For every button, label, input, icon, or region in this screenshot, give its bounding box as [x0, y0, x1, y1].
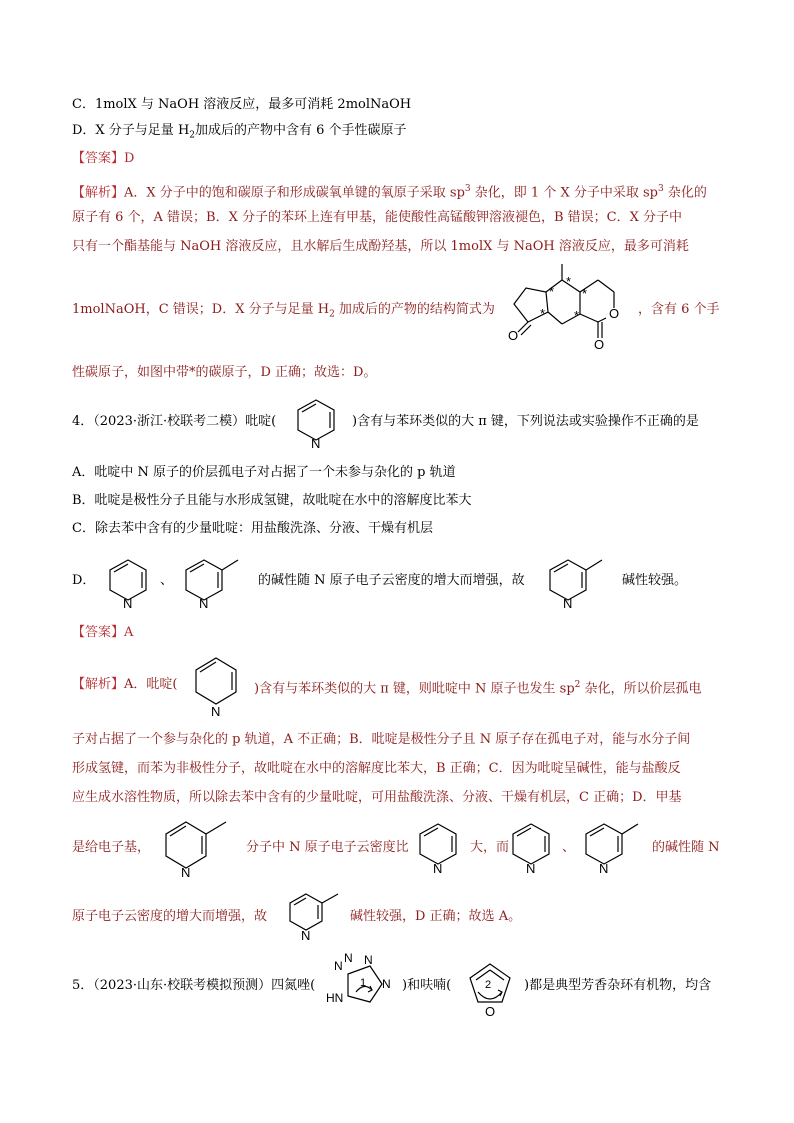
- svg-text:N: N: [344, 952, 353, 965]
- pyridine-icon: [288, 398, 344, 450]
- tetrazole-icon: [326, 952, 402, 1020]
- q3-option-d: D．X 分子与足量 $H_2$加成后的产物中含有 6 个手性碳原子: [72, 123, 407, 141]
- q4-option-a: A．吡啶中 N 原子的价层孤电子对占据了一个未参与杂化的 p 轨道: [72, 465, 456, 480]
- q4-answer: 【答案】A: [72, 625, 134, 640]
- chiral-mark: *: [566, 274, 572, 289]
- q4-option-d-prefix: D．: [72, 573, 96, 588]
- svg-text:N: N: [199, 596, 209, 610]
- methylpyridine-icon: [578, 820, 648, 876]
- q4-explanation-line4: 应生成水溶性物质，所以除去苯中含有的少量吡啶，可用盐酸洗涤、分液、干燥有机层，C 正确；D．甲基: [72, 790, 682, 805]
- svg-text:N: N: [123, 596, 133, 610]
- q4-explanation-line5b: 分子中 N 原子电子云密度比: [246, 840, 409, 855]
- hydrogenated-product-structure: [506, 258, 636, 350]
- q4-explanation-line3: 形成氢键，而苯为非极性分子，故吡啶在水中的溶解度比苯大，B 正确；C．因为吡啶呈碱性，能与盐酸反: [72, 761, 681, 776]
- q3-answer: 【答案】D: [72, 151, 135, 166]
- q5-stem-c: )都是典型芳香杂环有机物，均含: [524, 978, 712, 993]
- q4-option-d-end: 碱性较强。: [622, 573, 688, 588]
- q4-explanation-line2: 子对占据了一个参与杂化的 p 轨道，A 不正确；B．吡啶是极性分子且 N 原子存在孤电子对，能与水分子间: [72, 732, 691, 747]
- q4-stem-a: 4．（2023·浙江·校联考二模）吡啶(: [72, 414, 277, 429]
- chiral-mark: *: [574, 308, 580, 323]
- q4-option-b: B．吡啶是极性分子且能与水形成氢键，故吡啶在水中的溶解度比苯大: [72, 493, 472, 508]
- q4-stem-b: )含有与苯环类似的大 π 键，下列说法或实验操作不正确的是: [352, 414, 699, 429]
- q3-explanation-line4a: 1molNaOH，C 错误；D．X 分子与足量 $H_2$ 加成后的产物的结构简式为: [72, 302, 495, 320]
- pyridine-icon: [186, 654, 246, 718]
- q3-explanation-line5: 性碳原子，如图中带*的碳原子，D 正确；故选：D。: [72, 365, 377, 380]
- svg-text:N: N: [364, 953, 373, 967]
- chiral-mark: *: [549, 284, 555, 299]
- methylpyridine-icon: [282, 890, 346, 942]
- methylpyridine-icon: [176, 556, 248, 610]
- svg-text:HN: HN: [326, 991, 344, 1005]
- q4-explanation-line5c: 大，而: [470, 840, 510, 855]
- svg-text:O: O: [485, 1004, 496, 1019]
- q4-explanation-line1b: )含有与苯环类似的大 π 键，则吡啶中 N 原子也发生 $sp^2$ 杂化，所以价层孤电: [254, 680, 702, 697]
- ester-oxygen-label: O: [594, 337, 605, 350]
- q4-explanation-line5a: 是给电子基，: [72, 840, 151, 855]
- methylpyridine-icon: [156, 814, 238, 878]
- q5-stem-a: 5．（2023·山东·校联考模拟预测）四氮唑(: [72, 978, 316, 993]
- q4-option-d-sep: 、: [160, 573, 174, 588]
- q4-explanation-line6a: 原子电子云密度的增大而增强，故: [72, 909, 268, 924]
- ring-oxygen-label: O: [609, 306, 620, 321]
- svg-text:N: N: [433, 861, 443, 876]
- svg-text:N: N: [334, 959, 343, 973]
- svg-text:N: N: [526, 861, 536, 876]
- svg-text:N: N: [382, 977, 391, 991]
- furan-icon: [458, 958, 522, 1020]
- svg-text:1: 1: [360, 977, 367, 989]
- q3-explanation-line2: 原子有 6 个，A 错误；B．X 分子的苯环上连有甲基，能使酸性高锰酸钾溶液褪色，B 错误；C．X 分子中: [72, 210, 683, 225]
- chiral-mark: *: [582, 286, 588, 301]
- q3-explanation-line3: 只有一个酯基能与 NaOH 溶液反应，且水解后生成酚羟基，所以 1molX 与 NaOH 溶液反应，最多可消耗: [72, 239, 689, 254]
- q3-explanation-line1: 【解析】A．X 分子中的饱和碳原子和形成碳氧单键的氧原子采取 $sp^3$ 杂化，即 1 个 X 分子中采取 $sp^3$ 杂化的: [72, 184, 707, 201]
- q3-option-c: C．1molX 与 NaOH 溶液反应，最多可消耗 2molNaOH: [72, 97, 412, 112]
- pyridine-icon: [100, 556, 156, 610]
- q4-option-c: C．除去苯中含有的少量吡啶：用盐酸洗涤、分液、干燥有机层: [72, 521, 433, 536]
- q3-explanation-line4b: ，含有 6 个手: [638, 302, 720, 317]
- q4-explanation-line6b: 碱性较强，D 正确；故选 A。: [350, 909, 522, 924]
- pyridine-icon: [412, 820, 464, 876]
- svg-text:2: 2: [485, 979, 492, 991]
- q4-explanation-line5e: 的碱性随 N: [652, 840, 720, 855]
- svg-text:N: N: [211, 704, 221, 718]
- q4-option-d-mid: 的碱性随 N 原子电子云密度的增大而增强，故: [258, 573, 525, 588]
- svg-text:N: N: [563, 596, 573, 610]
- q4-explanation-line1a: 【解析】A．吡啶(: [72, 677, 178, 692]
- svg-text:N: N: [599, 861, 609, 876]
- ketone-oxygen-label: O: [508, 328, 519, 343]
- svg-text:N: N: [311, 436, 321, 450]
- methylpyridine-icon: [540, 556, 612, 610]
- chiral-mark: *: [540, 306, 546, 321]
- q5-stem-b: )和呋喃(: [402, 978, 452, 993]
- svg-text:N: N: [181, 865, 191, 878]
- q4-explanation-line5d: 、: [562, 840, 576, 855]
- svg-text:N: N: [301, 928, 311, 942]
- pyridine-icon: [505, 820, 557, 876]
